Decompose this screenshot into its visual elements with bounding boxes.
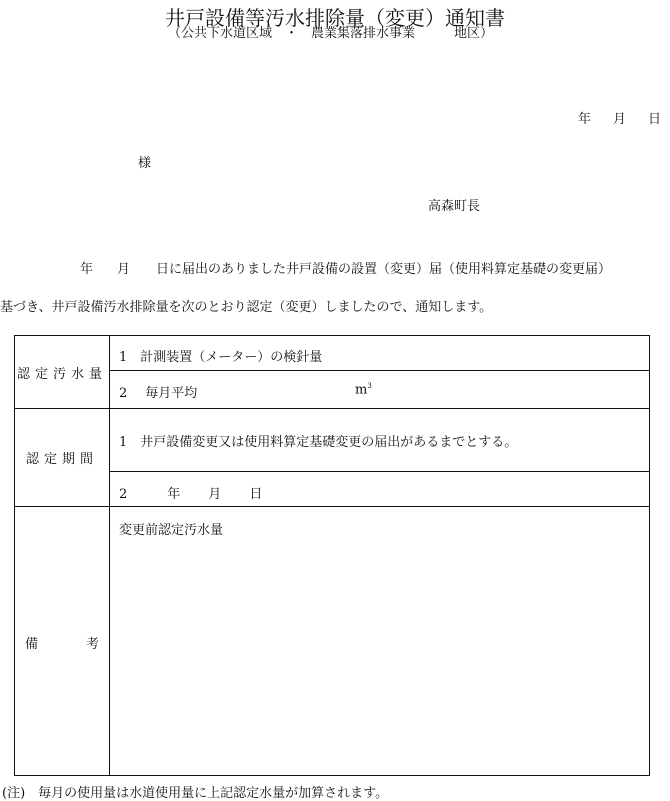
unit-m: m bbox=[355, 382, 368, 398]
sewage-row-2-number: 2 bbox=[119, 386, 128, 401]
period-day-label: 日 bbox=[249, 487, 263, 502]
certification-period-label: 認定期間 bbox=[25, 452, 98, 467]
sewage-row-1: 1 計測装置（メーター）の検針量 bbox=[119, 350, 323, 365]
body-text-line-1 bbox=[80, 258, 611, 277]
body-text-line-2: 基づき、井戸設備汚水排除量を次のとおり認定（変更）しましたので、通知します。 bbox=[0, 300, 493, 315]
table-divider bbox=[109, 370, 649, 371]
remarks-label-char-2: 考 bbox=[85, 637, 99, 652]
period-row-2 bbox=[119, 483, 262, 502]
date-month-label: 月 bbox=[613, 112, 627, 127]
sewage-row-2-text: 毎月平均 bbox=[145, 386, 198, 401]
body-year-label: 年 bbox=[80, 262, 94, 277]
table-divider bbox=[15, 506, 649, 507]
remarks-content: 変更前認定汚水量 bbox=[119, 523, 224, 538]
period-year-label: 年 bbox=[167, 487, 181, 502]
table-divider bbox=[15, 408, 649, 409]
cubic-meter-unit bbox=[355, 382, 372, 397]
table-divider bbox=[109, 471, 649, 472]
sewage-row-2 bbox=[119, 382, 197, 401]
sewage-volume-label: 認定汚水量 bbox=[16, 367, 107, 382]
document-subtitle: （公共下水道区域 ・ 農業集落排水事業 地区） bbox=[168, 26, 494, 41]
period-row-1: 1 井戸設備変更又は使用料算定基礎変更の届出があるまでとする。 bbox=[119, 435, 518, 450]
body-line-1-text: 日に届出のありました井戸設備の設置（変更）届（使用料算定基礎の変更届） bbox=[156, 262, 612, 277]
date-day-label: 日 bbox=[648, 112, 662, 127]
recipient-line: 様 bbox=[138, 156, 152, 171]
remarks-label bbox=[25, 633, 99, 652]
period-month-label: 月 bbox=[208, 487, 222, 502]
table-label-divider bbox=[109, 336, 110, 775]
period-row-2-number: 2 bbox=[119, 487, 128, 502]
date-year-label: 年 bbox=[578, 112, 592, 127]
body-month-label: 月 bbox=[117, 262, 131, 277]
footnote: (注) 毎月の使用量は水道使用量に上記認定水量が加算されます。 bbox=[2, 786, 389, 801]
certification-table bbox=[14, 335, 650, 776]
issue-date bbox=[578, 108, 661, 127]
issuer-name: 高森町長 bbox=[428, 199, 481, 214]
unit-superscript: 3 bbox=[367, 382, 372, 390]
remarks-label-char-1: 備 bbox=[25, 637, 39, 652]
document-title: 井戸設備等汚水排除量（変更）通知書 bbox=[165, 6, 505, 30]
